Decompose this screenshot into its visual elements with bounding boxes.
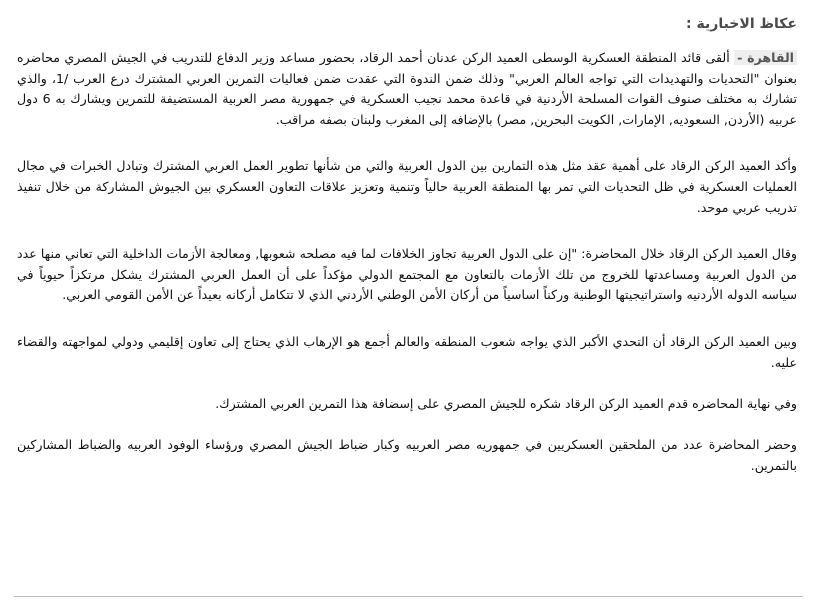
article-page	[14, 8, 803, 598]
bottom-divider	[14, 596, 803, 597]
dateline: القاهرة -	[734, 50, 797, 65]
article-paragraph-4: وبين العميد الركن الرقاد أن التحدي الأكبر الذي يواجه شعوب المنطقه والعالم أجمع هو الإرهاب الذي يحتاج إلى تعاون إقليمي ودولي لمواجهته والقضاء عليه.	[17, 333, 797, 370]
article-paragraph-1	[17, 48, 797, 130]
article-paragraph-6: وحضر المحاضرة عدد من الملحقين العسكريين في جمهوريه مصر العربيه وكبار ضباط الجيش المصري ورؤساء الوفود العربيه والضباط المشاركين بالتمرين.	[17, 436, 797, 473]
source-heading: عكاظ الاخبارية :	[686, 16, 797, 32]
article-body	[17, 48, 797, 497]
article-paragraph-5: وفي نهاية المحاضره قدم العميد الركن الرقاد شكره للجيش المصري على إسضافة هذا التمرين العربي المشترك.	[215, 395, 797, 411]
paragraph-text: ألقى قائد المنطقة العسكرية الوسطى العميد الركن عدنان أحمد الرقاد، بحضور مساعد وزير الدفاع للتدريب في الجيش المصري محاضره بعنوان "التحديات والتهديدات التي تواجه العالم العربي" وذلك ضمن الندوة التي عقدت ضمن فعاليات التمرين العربي المشترك درع العرب /1، والذي تشارك به مختلف صنوف القوات المسلحة الأردنية في قاعدة محمد نجيب العسكرية في جمهورية مصر العربية المستضيفة للتمرين ويشارك به 6 دول عربيه (الأردن, السعوديه, الإمارات, الكويت البحرين, مصر) بالإضافه إلى المغرب ولبنان بصفه مراقب.	[17, 50, 798, 127]
article-paragraph-2: وأكد العميد الركن الرقاد على أهمية عقد مثل هذه التمارين بين الدول العربية والتي من شأنها تطوير العمل العربي المشترك وتبادل الخبرات في مجال العمليات العسكرية في ظل التحديات التي تمر بها المنطقة العربية حالياً وتنمية وتعزيز علاقات التعاون العسكري بين الجيوش المشاركة من خلال تنفيذ تدريب عربي موحد.	[17, 158, 797, 215]
article-paragraph-3: وقال العميد الركن الرقاد خلال المحاضرة: "إن على الدول العربية تجاوز الخلافات لما فيه مصلحه شعوبها, ومعالجة الأزمات الداخلية التي تعاني منها عدد من الدول العربية ومساعدتها للخروج من تلك الأزمات بالتعاون مع المجتمع الدولي مؤكداً على أن العمل العربي المشترك يشكل مرتكزاً حيوياً في سياسه الدوله الأردنيه واستراتيجيتها الوطنية وركناً اساسياً من أركان الأمن الوطني الأردني الذي لا تتكامل أركانه بعيداً عن الأمن القومي العربي.	[17, 246, 797, 303]
